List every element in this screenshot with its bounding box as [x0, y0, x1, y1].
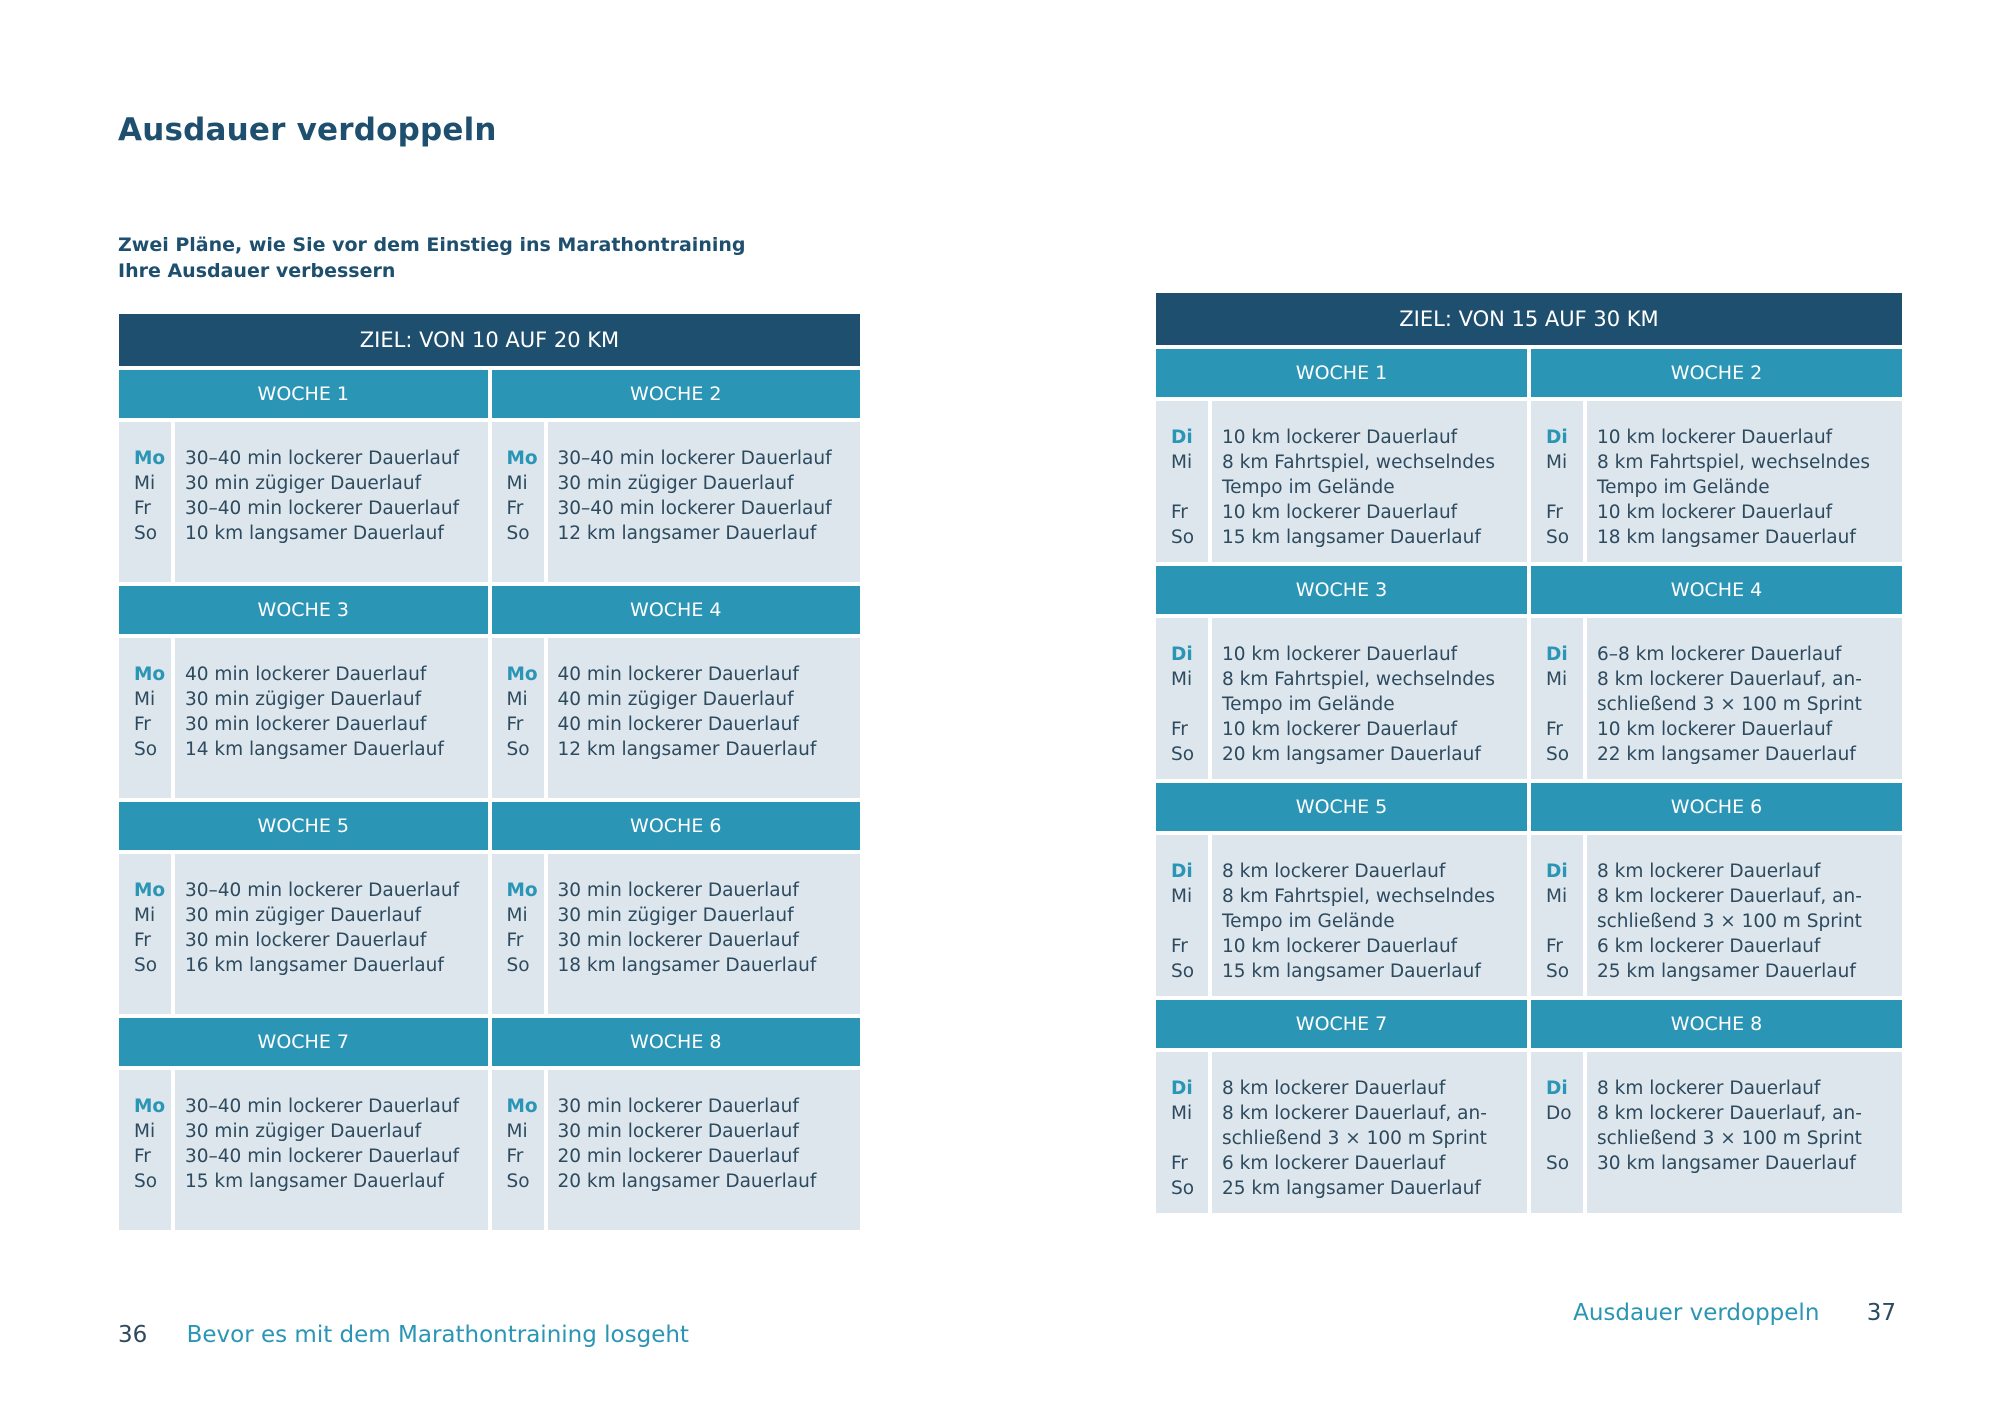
workout-text: 10 km lockerer Dauerlauf: [1222, 719, 1458, 740]
day-label: [1531, 909, 1583, 934]
day-label: So: [1171, 527, 1195, 548]
week-schedule: [492, 422, 861, 582]
day-label: So: [134, 739, 158, 760]
week-schedule: [119, 854, 488, 1014]
workout-text: 10 km lockerer Dauerlauf: [1597, 502, 1833, 523]
workout-column: [1587, 835, 1902, 996]
week-header: WOCHE 6: [1531, 783, 1902, 831]
workout-text: 30 min lockerer Dauerlauf: [185, 930, 427, 951]
day-label: Mi: [134, 905, 156, 926]
week-block: [119, 370, 488, 582]
day-label: Di: [1171, 427, 1193, 448]
day-column: [119, 854, 175, 1014]
workout-text: 22 km langsamer Dauerlauf: [1597, 744, 1856, 765]
workout-text: Tempo im Gelände: [1597, 477, 1770, 498]
week-header: WOCHE 5: [1156, 783, 1527, 831]
day-label: Mi: [506, 473, 528, 494]
footer-left: [118, 1322, 689, 1348]
week-schedule: [1531, 401, 1902, 562]
week-schedule: [1156, 835, 1527, 996]
workout-column: [548, 422, 861, 582]
workout-text: 12 km langsamer Dauerlauf: [557, 523, 817, 544]
workout-text: 25 km langsamer Dauerlauf: [1222, 1178, 1481, 1199]
week-schedule: [1531, 835, 1902, 996]
week-header: WOCHE 2: [492, 370, 861, 418]
plan-header: ZIEL: VON 15 AUF 30 KM: [1156, 293, 1902, 345]
week-schedule: [119, 638, 488, 798]
day-label: Mi: [1171, 886, 1193, 907]
workout-text: 30 min zügiger Dauerlauf: [557, 905, 794, 926]
day-label: Do: [1546, 1103, 1572, 1124]
workout-text: 6 km lockerer Dauerlauf: [1597, 936, 1821, 957]
workout-text: 10 km lockerer Dauerlauf: [1597, 719, 1833, 740]
workout-text: Tempo im Gelände: [1222, 911, 1395, 932]
day-label: Di: [1171, 644, 1193, 665]
day-label: So: [1171, 961, 1195, 982]
day-label: Fr: [506, 930, 524, 951]
day-label: Fr: [134, 498, 151, 519]
day-label: So: [1546, 744, 1570, 765]
week-header: WOCHE 5: [119, 802, 488, 850]
workout-text: 30 min lockerer Dauerlauf: [557, 1121, 799, 1142]
day-label: So: [506, 955, 530, 976]
workout-text: 40 min lockerer Dauerlauf: [185, 664, 427, 685]
day-label: Di: [1546, 861, 1568, 882]
day-label: Mi: [134, 473, 156, 494]
day-label: So: [134, 523, 158, 544]
day-label: Fr: [1171, 1153, 1188, 1174]
weeks-grid: [119, 370, 860, 1230]
day-label: Mo: [506, 880, 538, 901]
day-column: [492, 854, 548, 1014]
day-label: So: [1171, 1178, 1195, 1199]
week-block: [1531, 1000, 1902, 1213]
workout-text: Tempo im Gelände: [1222, 477, 1395, 498]
day-label: [1531, 1126, 1583, 1151]
week-block: [492, 586, 861, 798]
day-label: So: [1171, 744, 1195, 765]
day-label: Mo: [134, 664, 166, 685]
workout-text: 8 km lockerer Dauerlauf, an-: [1597, 669, 1862, 690]
day-label: Fr: [134, 714, 151, 735]
day-label: Mi: [506, 1121, 528, 1142]
page-number: 37: [1866, 1300, 1896, 1326]
workout-text: 12 km langsamer Dauerlauf: [557, 739, 817, 760]
workout-text: 20 km langsamer Dauerlauf: [557, 1171, 817, 1192]
day-label: Mi: [1171, 1103, 1193, 1124]
day-label: Mo: [134, 448, 166, 469]
workout-text: 40 min zügiger Dauerlauf: [557, 689, 794, 710]
day-label: Mo: [134, 880, 166, 901]
day-column: [1156, 1052, 1212, 1213]
day-label: Mi: [506, 689, 528, 710]
week-schedule: [1531, 618, 1902, 779]
day-label: Mi: [1546, 452, 1568, 473]
day-label: Fr: [506, 1146, 524, 1167]
workout-column: [1587, 618, 1902, 779]
workout-text: schließend 3 × 100 m Sprint: [1597, 694, 1862, 715]
week-schedule: [492, 1070, 861, 1230]
workout-text: 25 km langsamer Dauerlauf: [1597, 961, 1856, 982]
week-header: WOCHE 7: [1156, 1000, 1527, 1048]
workout-text: 18 km langsamer Dauerlauf: [557, 955, 817, 976]
workout-text: 15 km langsamer Dauerlauf: [1222, 527, 1481, 548]
workout-text: 40 min lockerer Dauerlauf: [557, 714, 799, 735]
day-column: [1531, 401, 1587, 562]
day-column: [1531, 618, 1587, 779]
workout-text: 8 km Fahrtspiel, wechselndes: [1222, 669, 1495, 690]
day-label: Di: [1546, 427, 1568, 448]
day-label: So: [134, 955, 158, 976]
day-label: Mo: [506, 1096, 538, 1117]
workout-text: 18 km langsamer Dauerlauf: [1597, 527, 1856, 548]
week-header: WOCHE 8: [492, 1018, 861, 1066]
workout-column: [175, 854, 488, 1014]
workout-text: 30 min zügiger Dauerlauf: [185, 1121, 422, 1142]
day-column: [1531, 1052, 1587, 1213]
workout-text: 30–40 min lockerer Dauerlauf: [185, 498, 460, 519]
week-block: [1156, 1000, 1527, 1213]
plan-header: ZIEL: VON 10 AUF 20 KM: [119, 314, 860, 366]
day-label: Fr: [134, 930, 151, 951]
week-header: WOCHE 1: [1156, 349, 1527, 397]
day-label: Fr: [1546, 719, 1563, 740]
workout-text: 30 min zügiger Dauerlauf: [185, 689, 422, 710]
day-label: So: [1546, 961, 1570, 982]
week-block: [1531, 566, 1902, 779]
workout-text: 30–40 min lockerer Dauerlauf: [557, 498, 832, 519]
workout-text: 10 km lockerer Dauerlauf: [1222, 502, 1458, 523]
day-label: Fr: [506, 498, 524, 519]
week-header: WOCHE 3: [1156, 566, 1527, 614]
day-label: [1156, 692, 1208, 717]
day-label: Fr: [1171, 936, 1188, 957]
workout-text: 6 km lockerer Dauerlauf: [1222, 1153, 1446, 1174]
workout-text: 10 km lockerer Dauerlauf: [1222, 427, 1458, 448]
week-schedule: [492, 854, 861, 1014]
day-label: Fr: [506, 714, 524, 735]
workout-text: 15 km langsamer Dauerlauf: [185, 1171, 444, 1192]
workout-text: Tempo im Gelände: [1222, 694, 1395, 715]
week-block: [1156, 566, 1527, 779]
day-label: So: [1546, 1153, 1570, 1174]
workout-text: 30 km langsamer Dauerlauf: [1597, 1153, 1856, 1174]
day-label: Di: [1546, 644, 1568, 665]
workout-column: [1212, 401, 1527, 562]
intro-line-1: Zwei Pläne, wie Sie vor dem Einstieg ins Marathontraining: [118, 234, 746, 256]
week-header: WOCHE 4: [492, 586, 861, 634]
day-label: Fr: [1546, 502, 1563, 523]
workout-column: [1587, 401, 1902, 562]
running-title: Bevor es mit dem Marathontraining losgeht: [186, 1322, 689, 1348]
running-title: Ausdauer verdoppeln: [1573, 1300, 1820, 1326]
week-header: WOCHE 3: [119, 586, 488, 634]
workout-text: 30–40 min lockerer Dauerlauf: [185, 1096, 460, 1117]
day-column: [1156, 835, 1212, 996]
workout-text: 10 km lockerer Dauerlauf: [1597, 427, 1833, 448]
footer-right: [1573, 1300, 1896, 1326]
workout-text: 16 km langsamer Dauerlauf: [185, 955, 444, 976]
day-label: Fr: [1546, 936, 1563, 957]
workout-text: 8 km lockerer Dauerlauf, an-: [1597, 1103, 1862, 1124]
day-column: [492, 422, 548, 582]
day-column: [492, 638, 548, 798]
workout-text: schließend 3 × 100 m Sprint: [1597, 1128, 1862, 1149]
day-label: Di: [1171, 861, 1193, 882]
workout-column: [1587, 1052, 1902, 1213]
day-label: [1531, 692, 1583, 717]
workout-text: 14 km langsamer Dauerlauf: [185, 739, 444, 760]
workout-text: 15 km langsamer Dauerlauf: [1222, 961, 1481, 982]
week-header: WOCHE 8: [1531, 1000, 1902, 1048]
day-label: Fr: [134, 1146, 151, 1167]
day-label: Mi: [134, 1121, 156, 1142]
week-block: [1156, 349, 1527, 562]
workout-text: 8 km Fahrtspiel, wechselndes: [1222, 452, 1495, 473]
workout-column: [175, 1070, 488, 1230]
plan-10-to-20: [119, 314, 860, 1230]
workout-column: [548, 638, 861, 798]
workout-text: 8 km Fahrtspiel, wechselndes: [1597, 452, 1870, 473]
week-schedule: [1156, 618, 1527, 779]
workout-column: [1212, 835, 1527, 996]
plan-15-to-30: [1156, 293, 1902, 1213]
workout-column: [175, 422, 488, 582]
day-label: Mi: [1171, 452, 1193, 473]
day-label: Fr: [1171, 719, 1188, 740]
workout-text: 40 min lockerer Dauerlauf: [557, 664, 799, 685]
workout-text: 30 min lockerer Dauerlauf: [185, 714, 427, 735]
intro-line-2: Ihre Ausdauer verbessern: [118, 260, 396, 282]
week-block: [1156, 783, 1527, 996]
weeks-grid: [1156, 349, 1902, 1213]
workout-text: 8 km lockerer Dauerlauf: [1597, 1078, 1821, 1099]
workout-text: 6–8 km lockerer Dauerlauf: [1597, 644, 1842, 665]
workout-column: [548, 1070, 861, 1230]
workout-text: 8 km lockerer Dauerlauf, an-: [1222, 1103, 1487, 1124]
page-number: 36: [118, 1322, 148, 1348]
week-header: WOCHE 7: [119, 1018, 488, 1066]
workout-text: 20 km langsamer Dauerlauf: [1222, 744, 1481, 765]
week-schedule: [492, 638, 861, 798]
day-label: [1531, 475, 1583, 500]
workout-text: 8 km Fahrtspiel, wechselndes: [1222, 886, 1495, 907]
day-label: Di: [1546, 1078, 1568, 1099]
week-header: WOCHE 4: [1531, 566, 1902, 614]
day-label: So: [506, 523, 530, 544]
workout-text: 10 km lockerer Dauerlauf: [1222, 936, 1458, 957]
workout-text: 30 min lockerer Dauerlauf: [557, 880, 799, 901]
day-label: [1156, 909, 1208, 934]
day-label: Mi: [506, 905, 528, 926]
day-label: Mo: [134, 1096, 166, 1117]
day-column: [1156, 618, 1212, 779]
day-label: Di: [1171, 1078, 1193, 1099]
workout-text: 30–40 min lockerer Dauerlauf: [185, 448, 460, 469]
day-label: So: [506, 1171, 530, 1192]
day-column: [119, 638, 175, 798]
week-block: [492, 1018, 861, 1230]
day-label: Mo: [506, 448, 538, 469]
day-column: [119, 422, 175, 582]
workout-column: [548, 854, 861, 1014]
day-label: Mi: [134, 689, 156, 710]
week-block: [1531, 349, 1902, 562]
week-schedule: [119, 1070, 488, 1230]
day-column: [1531, 835, 1587, 996]
workout-text: 30–40 min lockerer Dauerlauf: [557, 448, 832, 469]
workout-text: 30 min zügiger Dauerlauf: [557, 473, 794, 494]
workout-text: 8 km lockerer Dauerlauf, an-: [1597, 886, 1862, 907]
day-label: Mi: [1546, 669, 1568, 690]
day-label: Mi: [1546, 886, 1568, 907]
week-block: [119, 586, 488, 798]
workout-text: 8 km lockerer Dauerlauf: [1222, 861, 1446, 882]
workout-column: [175, 638, 488, 798]
intro-text: [118, 232, 745, 284]
workout-text: 30 min zügiger Dauerlauf: [185, 905, 422, 926]
day-label: Mi: [1171, 669, 1193, 690]
day-column: [1156, 401, 1212, 562]
workout-text: 20 min lockerer Dauerlauf: [557, 1146, 799, 1167]
week-schedule: [1156, 401, 1527, 562]
page-title: Ausdauer verdoppeln: [118, 112, 497, 148]
week-block: [1531, 783, 1902, 996]
week-header: WOCHE 6: [492, 802, 861, 850]
week-schedule: [1531, 1052, 1902, 1213]
week-header: WOCHE 1: [119, 370, 488, 418]
day-label: So: [506, 739, 530, 760]
workout-text: 30–40 min lockerer Dauerlauf: [185, 1146, 460, 1167]
week-header: WOCHE 2: [1531, 349, 1902, 397]
workout-text: 8 km lockerer Dauerlauf: [1597, 861, 1821, 882]
day-label: So: [134, 1171, 158, 1192]
week-block: [492, 370, 861, 582]
workout-column: [1212, 618, 1527, 779]
workout-text: 30 min zügiger Dauerlauf: [185, 473, 422, 494]
workout-text: 8 km lockerer Dauerlauf: [1222, 1078, 1446, 1099]
day-column: [119, 1070, 175, 1230]
workout-text: 30 min lockerer Dauerlauf: [557, 930, 799, 951]
day-label: [1156, 475, 1208, 500]
workout-text: schließend 3 × 100 m Sprint: [1222, 1128, 1487, 1149]
day-label: So: [1546, 527, 1570, 548]
day-label: Fr: [1171, 502, 1188, 523]
workout-text: schließend 3 × 100 m Sprint: [1597, 911, 1862, 932]
week-block: [492, 802, 861, 1014]
day-label: [1156, 1126, 1208, 1151]
workout-text: 30–40 min lockerer Dauerlauf: [185, 880, 460, 901]
workout-text: 30 min lockerer Dauerlauf: [557, 1096, 799, 1117]
week-block: [119, 1018, 488, 1230]
workout-text: 10 km lockerer Dauerlauf: [1222, 644, 1458, 665]
day-column: [492, 1070, 548, 1230]
week-schedule: [1156, 1052, 1527, 1213]
week-schedule: [119, 422, 488, 582]
workout-text: 10 km langsamer Dauerlauf: [185, 523, 444, 544]
workout-column: [1212, 1052, 1527, 1213]
week-block: [119, 802, 488, 1014]
day-label: Mo: [506, 664, 538, 685]
